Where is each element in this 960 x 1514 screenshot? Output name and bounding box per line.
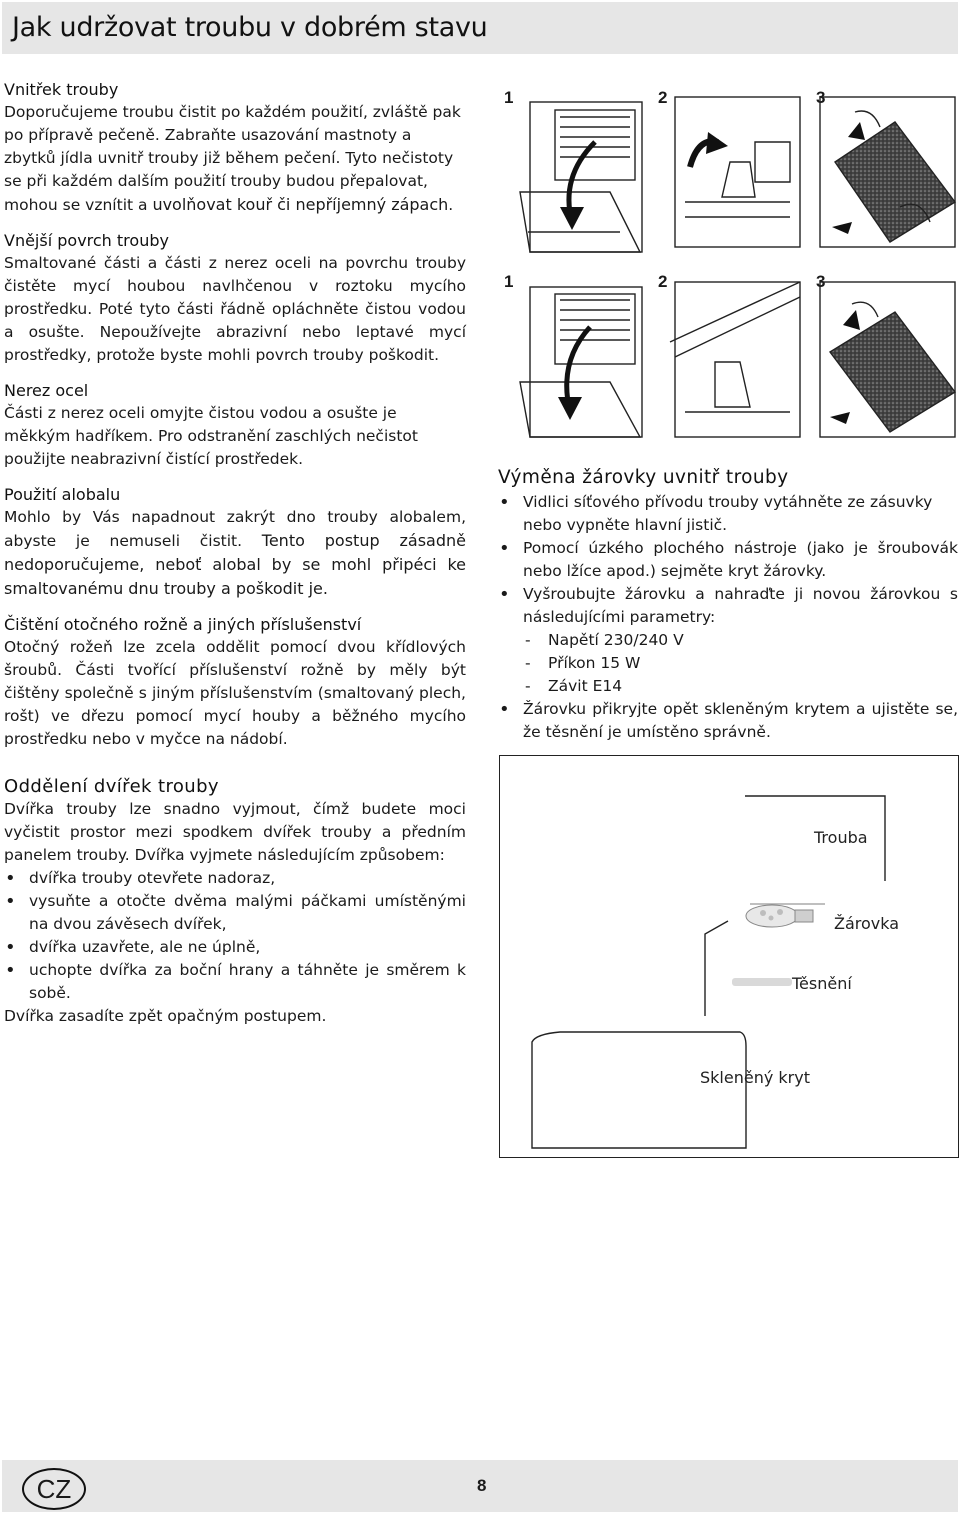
section-text: Části z nerez oceli omyjte čistou vodou a osušte je měkkým hadříkem. Pro odstranění zaschlých nečistot použijte neabrazivní čistící prostředek. (4, 404, 418, 468)
page-title: Jak udržovat troubu v dobrém stavu (12, 12, 488, 43)
bulb-drawing (500, 756, 960, 1159)
door-steps-list (4, 867, 466, 1005)
step-number: 2 (658, 272, 668, 291)
bulb-steps-list-end (498, 698, 958, 744)
bulb-diagram (499, 755, 959, 1158)
section-heading: Nerez ocel (4, 381, 89, 400)
list-item: - Napětí 230/240 V (523, 629, 958, 652)
page-number: 8 (477, 1476, 487, 1495)
list-item: • Vidlici síťového přívodu trouby vytáhněte ze zásuvky nebo vypněte hlavní jistič. (498, 491, 958, 537)
section-text: Otočný rožeň lze zcela oddělit pomocí dvou křídlových šroubů. Části tvořící příslušenství rožně by měly být čištěny společně s jiným příslušenstvím (smaltovaný plech, rošt) ve dřezu pomocí mycí houby a běžného mycího prostředku nebo v myčce na nádobí. (4, 638, 466, 748)
bulb-steps-list (498, 491, 958, 629)
door-removal-drawing (500, 82, 958, 442)
page-footer (2, 1460, 958, 1512)
list-item: • Pomocí úzkého plochého nástroje (jako je šroubovák nebo lžíce apod.) sejměte kryt žárovky. (498, 537, 958, 583)
list-item: • dvířka uzavřete, ale ne úplně, (4, 936, 466, 959)
label-bulb: Žárovka (834, 914, 900, 933)
section-heading: Vnitřek trouby (4, 80, 119, 99)
label-seal: Těsnění (792, 974, 852, 993)
door-removal-illustration (500, 82, 958, 442)
step-number: 3 (816, 272, 826, 291)
step-number: 1 (504, 88, 514, 107)
section-heading: Vnější povrch trouby (4, 231, 169, 250)
left-column (4, 78, 466, 1040)
section-text: Dvířka trouby lze snadno vyjmout, čímž budete moci vyčistit prostor mezi spodkem dvířek trouby a předním panelem trouby. Dvířka vyjmete následujícím způsobem: (4, 800, 466, 864)
section-oven-interior (4, 78, 466, 217)
section-text: Mohlo by Vás napadnout zakrýt dno trouby alobalem, abyste je nemuseli čistit. Tento postup zásadně nedoporučujeme, neboť alobal by se mohl připéci ke smaltovanému dnu trouby a poškodit je. (4, 508, 466, 598)
label-oven: Trouba (814, 828, 868, 847)
step-number: 2 (658, 88, 668, 107)
section-spit (4, 613, 466, 751)
section-oven-exterior (4, 229, 466, 367)
language-badge: CZ (22, 1468, 86, 1510)
bulb-params-list (498, 629, 958, 698)
label-glass-cover: Skleněný kryt (700, 1068, 810, 1087)
list-item: • uchopte dvířka za boční hrany a táhněte je směrem k sobě. (4, 959, 466, 1005)
right-column (498, 466, 958, 744)
page-header (2, 2, 958, 54)
list-item: • vysuňte a otočte dvěma malými páčkami umístěnými na dvou závěsech dvířek, (4, 890, 466, 936)
section-foil (4, 483, 466, 601)
step-number: 1 (504, 272, 514, 291)
section-stainless (4, 379, 466, 471)
section-text: Smaltované části a části z nerez oceli na povrchu trouby čistěte mycí houbou navlhčenou v roztoku mycího prostředku. Poté tyto části řádně opláchněte čistou vodou a osušte. Nepoužívejte abrazivní nebo leptavé mycí prostředky, protože byste mohli povrch trouby poškodit. (4, 254, 466, 364)
list-item: • Vyšroubujte žárovku a nahraďte ji novou žárovkou s následujícími parametry: (498, 583, 958, 629)
list-item: • Žárovku přikryjte opět skleněným krytem a ujistěte se, že těsnění je umístěno správně. (498, 698, 958, 744)
section-heading: Čištění otočného rožně a jiných příslušenství (4, 615, 362, 634)
list-item: - Závit E14 (523, 675, 958, 698)
step-number: 3 (816, 88, 826, 107)
section-heading: Oddělení dvířek trouby (4, 776, 219, 797)
list-item: • dvířka trouby otevřete nadoraz, (4, 867, 466, 890)
section-door-removal (4, 775, 466, 1028)
section-text: Dvířka zasadíte zpět opačným postupem. (4, 1007, 327, 1025)
list-item: - Příkon 15 W (523, 652, 958, 675)
section-heading: Použití alobalu (4, 485, 121, 504)
section-heading: Výměna žárovky uvnitř trouby (498, 467, 789, 488)
section-text: Doporučujeme troubu čistit po každém použití, zvláště pak po přípravě pečeně. Zabraňte usazování mastnoty a zbytků jídla uvnitř trouby již během pečení. Tyto nečistoty se při každém dalším použití trouby budou přepalovat, mohou se vznítit a uvolňovat kouř či nepříjemný zápach. (4, 103, 461, 214)
